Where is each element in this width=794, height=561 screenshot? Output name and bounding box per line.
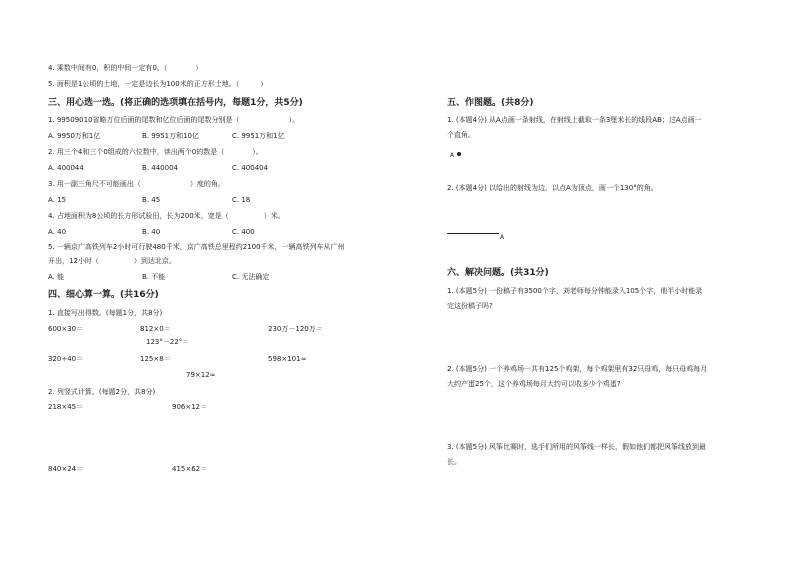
calc-230w-120w: 230万－120万＝ [268,325,323,333]
tf-item-4: 4. 乘数中间有0，积的中间一定有0。（ ） [48,64,203,72]
given-ray [447,233,499,234]
point-a-label-2: A [500,234,505,241]
calc-598x101: 598×101≈ [268,355,307,363]
s3-q3-opt-b: B. 45 [142,196,161,204]
s6-q2-line2: 大约产蛋25个，这个养鸡场每月大约可以收多少个鸡蛋? [447,380,621,388]
vert-840x24: 840×24＝ [48,465,84,473]
s3-q2-opt-c: C. 400404 [232,164,269,172]
point-a-label-1: A [450,152,455,159]
s3-q4: 4. 占地面积为8公顷的长方形试验田，长为200米，宽是（ ）米。 [48,212,285,220]
s3-q3: 3. 用一副三角尺不可能画出（ ）度的角。 [48,180,225,188]
vert-415x62: 415×62＝ [172,465,208,473]
s3-q5-opt-a: A. 能 [48,273,65,281]
s6-q1-line1: 1. (本题5分) 一份稿子有3500个字，刘老师每分钟能录入105个字，他半小时能录 [447,287,703,295]
section6-title: 六、解决问题。(共31分) [447,268,549,278]
s6-q3-line1: 3. (本题5分) 风筝比赛时，选手们所用的风筝线一样长，假如他们都把风筝线放到最 [447,443,707,451]
s3-q1-opt-c: C. 9951万和1亿 [232,132,285,140]
vert-906x12: 906×12＝ [172,403,208,411]
s6-q2-line1: 2. (本题5分) 一个养鸡场一共有125个鸡架，每个鸡架里有32只母鸡，每只母鸡每月 [447,365,708,373]
s3-q5-opt-b: B. 不能 [142,273,166,281]
s3-q2-opt-b: B. 440004 [142,164,178,172]
s3-q4-opt-b: B. 40 [142,228,161,236]
s3-q1-opt-a: A. 9950万和1亿 [48,132,101,140]
calc-320div40: 320÷40＝ [48,355,84,363]
s3-q4-opt-a: A. 40 [48,228,67,236]
s5-q2: 2. (本题4分) 以给出的射线为边，以点A为顶点，画一个130°的角。 [447,184,658,192]
s4-sub2: 2. 列竖式计算。(每题2分，共8分) [48,388,156,396]
calc-79x12: 79×12≈ [186,371,216,379]
calc-angle: 123°－22°＝ [146,338,190,346]
section4-title: 四、细心算一算。(共16分) [48,290,159,300]
s5-q1-line1: 1. (本题4分) 从A点画一条射线，在射线上截取一条3厘米长的线段AB；过A点画一 [447,116,702,124]
vert-218x45: 218×45＝ [48,403,84,411]
s6-q3-line2: 长。 [447,458,461,466]
point-a-dot [457,152,461,156]
s4-sub1: 1. 直接写出得数。(每题1分，共8分) [48,309,163,317]
calc-125x8: 125×8＝ [140,355,171,363]
calc-600x30: 600×30＝ [48,325,84,333]
s3-q1-opt-b: B. 9951万和10亿 [142,132,199,140]
section3-title: 三、用心选一选。(将正确的选项填在括号内，每题1分，共5分) [48,98,303,108]
section5-title: 五、作图题。(共8分) [447,98,534,108]
s6-q1-line2: 完这份稿子吗? [447,302,493,310]
s3-q5-line1: 5. 一辆京广高铁列车2小时可行驶480千米，京广高铁总里程约2100千米，一辆高铁列车从广州 [48,243,345,251]
s3-q2: 2. 用三个4和三个0组成的六位数中，读出两个0的数是（ ）。 [48,148,263,156]
tf-item-5: 5. 面积是1公顷的土地，一定是边长为100米的正方形土地。（ ） [48,80,268,88]
s3-q1: 1. 99509010省略万位后面的尾数和亿位后面的尾数分别是（ ）。 [48,116,300,124]
s3-q3-opt-c: C. 18 [232,196,251,204]
s3-q2-opt-a: A. 400044 [48,164,84,172]
s3-q5-opt-c: C. 无法确定 [232,273,270,281]
s3-q5-line2: 开出，12小时（ ）到达北京。 [48,257,176,265]
s3-q4-opt-c: C. 400 [232,228,255,236]
s3-q3-opt-a: A. 15 [48,196,67,204]
calc-812x0: 812×0＝ [140,325,171,333]
s5-q1-line2: 个直角。 [447,131,475,139]
